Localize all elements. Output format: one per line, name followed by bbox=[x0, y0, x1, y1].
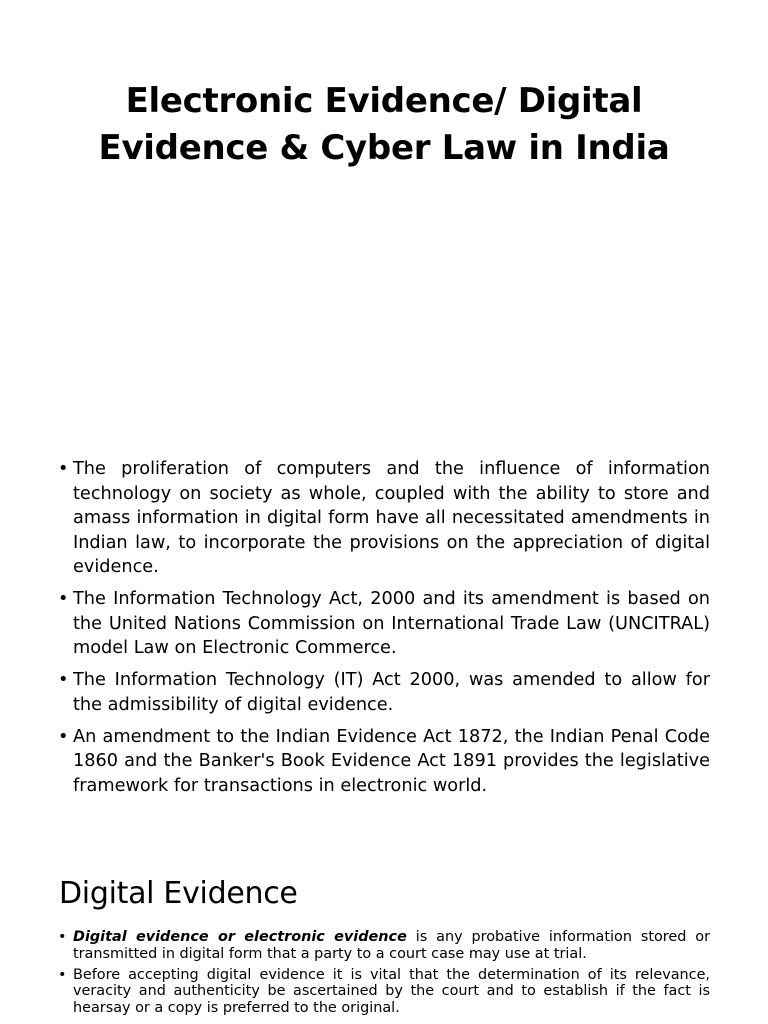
bullet-text: The Information Technology (IT) Act 2000, was amended to allow for the admissibility of digital evidence. bbox=[73, 670, 710, 715]
slide-2-bullet-list bbox=[58, 929, 710, 1021]
bullet-item bbox=[58, 929, 710, 962]
bullet-item bbox=[58, 967, 710, 1017]
bullet-item bbox=[58, 587, 710, 661]
bullet-dot-icon: • bbox=[58, 459, 69, 479]
slide-1-bullet-list bbox=[58, 457, 710, 806]
slide-2-title: Digital Evidence bbox=[59, 876, 298, 911]
bullet-text: Before accepting digital evidence it is vital that the determination of its relevance, veracity and authenticity be ascertained by the court and to establish if the fact is hearsay or a copy is preferred to the original. bbox=[73, 966, 710, 1016]
bullet-text: An amendment to the Indian Evidence Act 1872, the Indian Penal Code 1860 and the Banker's Book Evidence Act 1891 provides the legislative framework for transactions in electronic world. bbox=[73, 726, 710, 796]
title-line-1: Electronic Evidence/ Digital bbox=[125, 81, 643, 121]
bullet-item bbox=[58, 668, 710, 717]
bullet-text: is any probative information stored or transmitted in digital form that a party to a court case may use at trial. bbox=[73, 929, 710, 962]
bullet-dot-icon: • bbox=[58, 966, 67, 983]
slide-2 bbox=[0, 846, 768, 1024]
bullet-dot-icon: • bbox=[58, 589, 69, 609]
slide-1-title bbox=[60, 78, 708, 172]
bullet-dot-icon: • bbox=[58, 670, 69, 690]
bullet-dot-icon: • bbox=[58, 929, 67, 945]
bullet-item bbox=[58, 457, 710, 580]
bullet-text: The proliferation of computers and the influence of information technology on society as whole, coupled with the ability to store and amass information in digital form have all necessitated amendments in Indian law, to incorporate the provisions on the appreciation of digital evidence. bbox=[73, 459, 710, 577]
title-line-2: Evidence & Cyber Law in India bbox=[98, 128, 670, 168]
definition-term: Digital evidence or electronic evidence bbox=[73, 929, 407, 945]
bullet-text: The Information Technology Act, 2000 and its amendment is based on the United Nations Commission on International Trade Law (UNCITRAL) model Law on Electronic Commerce. bbox=[73, 589, 710, 658]
bullet-dot-icon: • bbox=[58, 726, 69, 747]
bullet-item bbox=[58, 725, 710, 799]
